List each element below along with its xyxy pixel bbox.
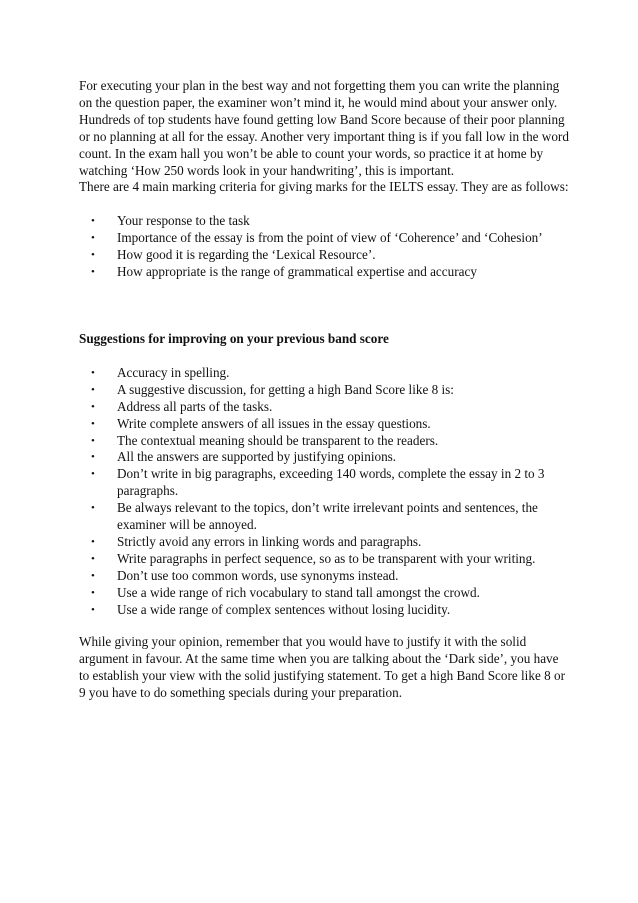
list-item [79, 466, 569, 500]
suggestions-list [79, 365, 569, 619]
list-item [79, 213, 569, 230]
bullet-icon: • [91, 586, 95, 599]
bullet-icon: • [91, 434, 95, 447]
list-item-text: Write complete answers of all issues in the essay questions. [117, 415, 431, 431]
bullet-icon: • [91, 552, 95, 565]
list-item-text: Use a wide range of complex sentences without losing lucidity. [117, 601, 451, 617]
list-item [79, 585, 569, 602]
list-item [79, 365, 569, 382]
bullet-icon: • [91, 535, 95, 548]
list-item [79, 247, 569, 264]
list-item [79, 602, 569, 619]
list-item [79, 382, 569, 399]
marking-criteria-list [79, 213, 569, 281]
list-item-text: How appropriate is the range of grammatical expertise and accuracy [117, 264, 477, 280]
list-item [79, 399, 569, 416]
closing-paragraph: While giving your opinion, remember that you would have to justify it with the solid argument in favour. At the same time when you are talking about the ‘Dark side’, you have to establish your view with the solid justifying statement. To get a high Band Score like 8 or 9 you have to do something specials during your preparation. [79, 634, 565, 701]
section-heading: Suggestions for improving on your previous band score [79, 330, 389, 346]
list-item [79, 500, 569, 534]
bullet-icon: • [91, 383, 95, 396]
list-item-text: All the answers are supported by justifying opinions. [117, 449, 397, 465]
list-item [79, 230, 569, 247]
list-item-text: Address all parts of the tasks. [117, 398, 273, 414]
bullet-icon: • [91, 232, 95, 245]
criteria-intro: There are 4 main marking criteria for giving marks for the IELTS essay. They are as follows: [79, 179, 569, 195]
list-item-text: Importance of the essay is from the point of view of ‘Coherence’ and ‘Cohesion’ [117, 230, 543, 246]
intro-paragraph: For executing your plan in the best way and not forgetting them you can write the planning on the question paper, the examiner won’t mind it, he would mind about your answer only. Hundreds of top students have found getting low Band Score because of their poor planning or no planning at all for the essay. Another very important thing is if you fall low in the word count. In the exam hall you won’t be able to count your words, so practice it at home by watching ‘How 250 words look in your handwriting’, this is important. [79, 78, 569, 178]
list-item [79, 416, 569, 433]
list-item-text: Be always relevant to the topics, don’t write irrelevant points and sentences, the examiner will be annoyed. [117, 500, 538, 533]
list-item [79, 568, 569, 585]
list-item [79, 449, 569, 466]
bullet-icon: • [91, 215, 95, 228]
bullet-icon: • [91, 366, 95, 379]
bullet-icon: • [91, 249, 95, 262]
list-item [79, 534, 569, 551]
document-body [79, 78, 569, 702]
list-item-text: Don’t write in big paragraphs, exceeding 140 words, complete the essay in 2 to 3 paragraphs. [117, 466, 545, 499]
bullet-icon: • [91, 451, 95, 464]
bullet-icon: • [91, 569, 95, 582]
list-item-text: A suggestive discussion, for getting a high Band Score like 8 is: [117, 381, 454, 397]
list-item-text: The contextual meaning should be transparent to the readers. [117, 432, 439, 448]
list-item [79, 264, 569, 281]
list-item-text: Your response to the task [117, 213, 250, 229]
list-item-text: How good it is regarding the ‘Lexical Resource’. [117, 247, 376, 263]
list-item [79, 433, 569, 450]
bullet-icon: • [91, 417, 95, 430]
bullet-icon: • [91, 400, 95, 413]
bullet-icon: • [91, 502, 95, 515]
list-item-text: Accuracy in spelling. [117, 364, 230, 380]
list-item-text: Write paragraphs in perfect sequence, so as to be transparent with your writing. [117, 550, 536, 566]
bullet-icon: • [91, 603, 95, 616]
bullet-icon: • [91, 266, 95, 279]
list-item-text: Use a wide range of rich vocabulary to stand tall amongst the crowd. [117, 584, 480, 600]
list-item [79, 551, 569, 568]
list-item-text: Don’t use too common words, use synonyms instead. [117, 567, 399, 583]
list-item-text: Strictly avoid any errors in linking words and paragraphs. [117, 533, 422, 549]
bullet-icon: • [91, 468, 95, 481]
